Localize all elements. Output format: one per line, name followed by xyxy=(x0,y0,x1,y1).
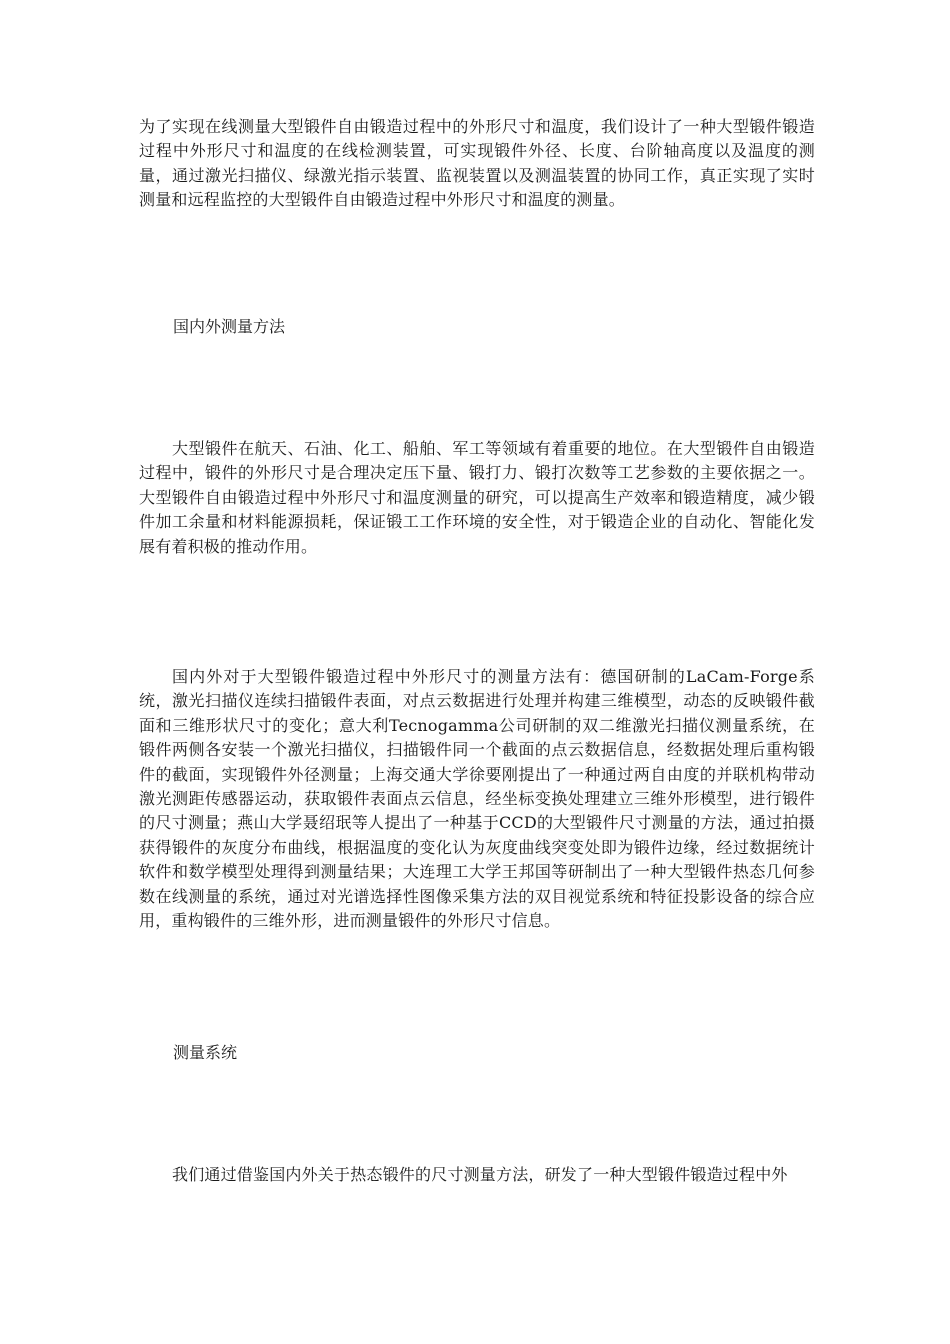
section-heading-methods: 国内外测量方法 xyxy=(173,317,286,336)
section-heading-system: 测量系统 xyxy=(173,1043,238,1062)
body-paragraph-methods: 国内外对于大型锻件锻造过程中外形尺寸的测量方法有：德国研制的LaCam-Forge系统，激光扫描仪连续扫描锻件表面，对点云数据进行处理并构建三维模型，动态的反映锻件截面和三维形状尺寸的变化；意大利Tecnogamma公司研制的双二维激光扫描仪测量系统，在锻件两侧各安装一个激光扫描仪，扫描锻件同一个截面的点云数据信息，经数据处理后重构锻件的截面，实现锻件外径测量；上海交通大学徐要刚提出了一种通过两自由度的并联机构带动激光测距传感器运动，获取锻件表面点云信息，经坐标变换处理建立三维外形模型，进行锻件的尺寸测量；燕山大学聂绍珉等人提出了一种基于CCD的大型锻件尺寸测量的方法，通过拍摄获得锻件的灰度分布曲线，根据温度的变化认为灰度曲线突变处即为锻件边缘，经过数据统计软件和数学模型处理得到测量结果；大连理工大学王邦国等研制出了一种大型锻件热态几何参数在线测量的系统，通过对光谱选择性图像采集方法的双目视觉系统和特征投影设备的综合应用，重构锻件的三维外形，进而测量锻件的外形尺寸信息。 xyxy=(139,667,815,931)
body-paragraph-importance: 大型锻件在航天、石油、化工、船舶、军工等领域有着重要的地位。在大型锻件自由锻造过程中，锻件的外形尺寸是合理决定压下量、锻打力、锻打次数等工艺参数的主要依据之一。大型锻件自由锻造过程中外形尺寸和温度测量的研究，可以提高生产效率和锻造精度，减少锻件加工余量和材料能源损耗，保证锻工工作环境的安全性，对于锻造企业的自动化、智能化发展有着积极的推动作用。 xyxy=(139,439,815,556)
intro-paragraph: 为了实现在线测量大型锻件自由锻造过程中的外形尺寸和温度，我们设计了一种大型锻件锻造过程中外形尺寸和温度的在线检测装置，可实现锻件外径、长度、台阶轴高度以及温度的测量，通过激光扫描仪、绿激光指示装置、监视装置以及测温装置的协同工作，真正实现了实时测量和远程监控的大型锻件自由锻造过程中外形尺寸和温度的测量。 xyxy=(139,117,815,210)
body-paragraph-system: 我们通过借鉴国内外关于热态锻件的尺寸测量方法，研发了一种大型锻件锻造过程中外 xyxy=(172,1165,788,1184)
